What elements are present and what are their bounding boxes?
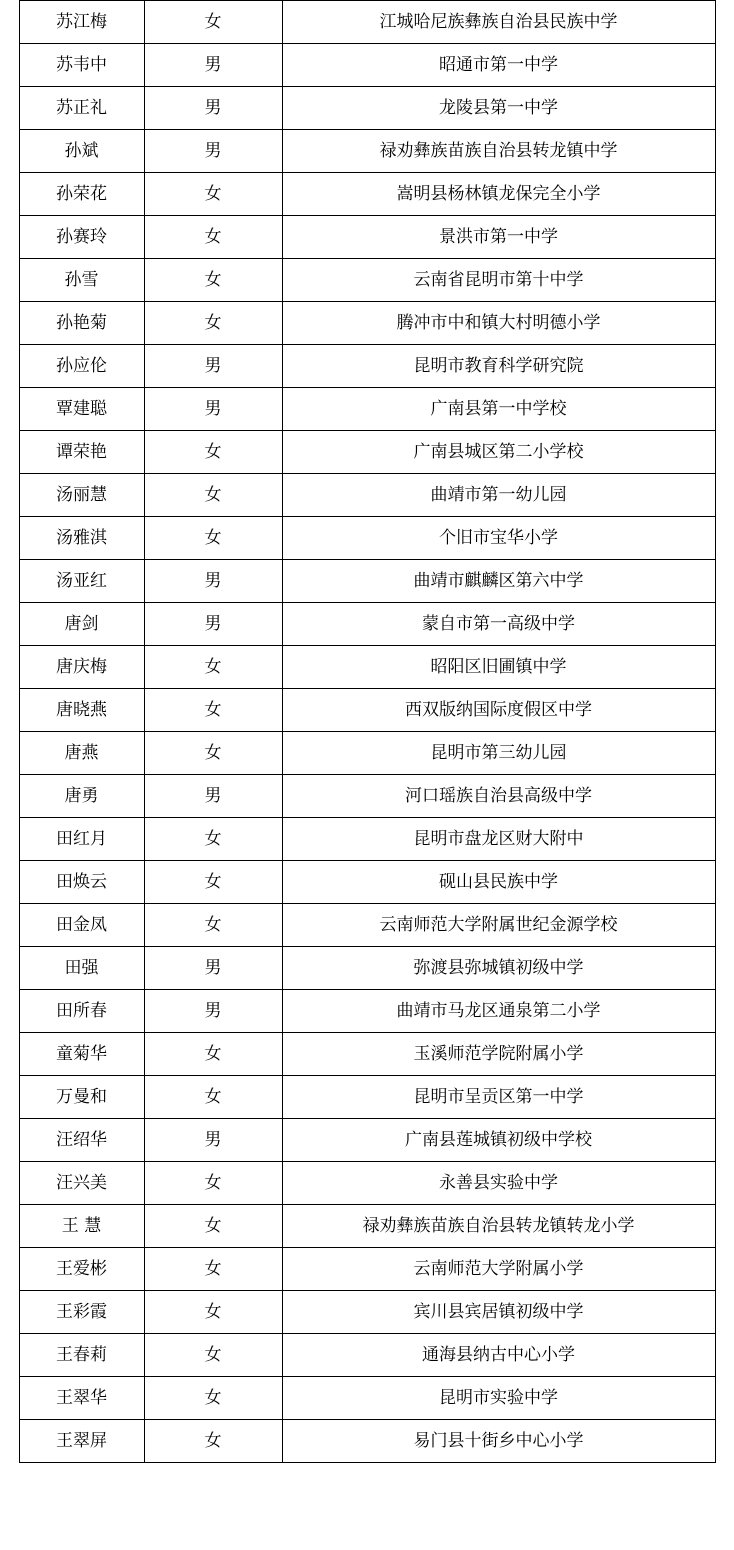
cell-gender: 女	[144, 1377, 282, 1420]
table-row	[19, 603, 715, 646]
cell-gender: 女	[144, 1162, 282, 1205]
cell-school: 云南师范大学附属世纪金源学校	[282, 904, 715, 947]
roster-table	[19, 0, 716, 1463]
cell-gender: 女	[144, 646, 282, 689]
cell-gender: 女	[144, 216, 282, 259]
cell-name: 田所春	[19, 990, 144, 1033]
table-row	[19, 1205, 715, 1248]
cell-name: 苏韦中	[19, 44, 144, 87]
cell-gender: 女	[144, 1291, 282, 1334]
cell-name: 唐燕	[19, 732, 144, 775]
table-row	[19, 1076, 715, 1119]
cell-school: 禄劝彝族苗族自治县转龙镇转龙小学	[282, 1205, 715, 1248]
cell-name: 王爱彬	[19, 1248, 144, 1291]
cell-name: 覃建聪	[19, 388, 144, 431]
cell-name: 田红月	[19, 818, 144, 861]
cell-school: 曲靖市马龙区通泉第二小学	[282, 990, 715, 1033]
table-row	[19, 130, 715, 173]
cell-name: 孙应伦	[19, 345, 144, 388]
table-row	[19, 947, 715, 990]
cell-gender: 女	[144, 904, 282, 947]
cell-gender: 男	[144, 603, 282, 646]
cell-name: 王春莉	[19, 1334, 144, 1377]
cell-gender: 女	[144, 517, 282, 560]
table-row	[19, 474, 715, 517]
cell-school: 嵩明县杨林镇龙保完全小学	[282, 173, 715, 216]
cell-name: 汪绍华	[19, 1119, 144, 1162]
cell-name: 汤丽慧	[19, 474, 144, 517]
cell-name: 田强	[19, 947, 144, 990]
cell-school: 曲靖市麒麟区第六中学	[282, 560, 715, 603]
table-row	[19, 216, 715, 259]
cell-school: 昭通市第一中学	[282, 44, 715, 87]
cell-school: 景洪市第一中学	[282, 216, 715, 259]
cell-name: 王彩霞	[19, 1291, 144, 1334]
cell-school: 禄劝彝族苗族自治县转龙镇中学	[282, 130, 715, 173]
table-row	[19, 1162, 715, 1205]
cell-gender: 女	[144, 1076, 282, 1119]
cell-gender: 男	[144, 345, 282, 388]
cell-name: 苏江梅	[19, 1, 144, 44]
cell-school: 河口瑶族自治县高级中学	[282, 775, 715, 818]
cell-school: 西双版纳国际度假区中学	[282, 689, 715, 732]
cell-school: 腾冲市中和镇大村明德小学	[282, 302, 715, 345]
cell-school: 广南县莲城镇初级中学校	[282, 1119, 715, 1162]
cell-gender: 女	[144, 1334, 282, 1377]
cell-name: 田金凤	[19, 904, 144, 947]
cell-gender: 男	[144, 1119, 282, 1162]
cell-gender: 男	[144, 130, 282, 173]
cell-school: 广南县第一中学校	[282, 388, 715, 431]
cell-name: 孙荣花	[19, 173, 144, 216]
table-row	[19, 1334, 715, 1377]
cell-school: 龙陵县第一中学	[282, 87, 715, 130]
cell-name: 唐勇	[19, 775, 144, 818]
table-row	[19, 1291, 715, 1334]
cell-gender: 女	[144, 474, 282, 517]
cell-school: 云南师范大学附属小学	[282, 1248, 715, 1291]
cell-name: 田焕云	[19, 861, 144, 904]
cell-gender: 女	[144, 302, 282, 345]
cell-gender: 女	[144, 1205, 282, 1248]
table-row	[19, 732, 715, 775]
cell-school: 通海县纳古中心小学	[282, 1334, 715, 1377]
table-row	[19, 1377, 715, 1420]
table-row	[19, 1119, 715, 1162]
cell-gender: 男	[144, 44, 282, 87]
cell-gender: 女	[144, 431, 282, 474]
cell-gender: 男	[144, 560, 282, 603]
cell-gender: 男	[144, 87, 282, 130]
cell-gender: 女	[144, 1, 282, 44]
table-row	[19, 861, 715, 904]
cell-school: 易门县十街乡中心小学	[282, 1420, 715, 1463]
table-row	[19, 646, 715, 689]
cell-gender: 男	[144, 947, 282, 990]
cell-school: 昭阳区旧圃镇中学	[282, 646, 715, 689]
cell-name: 孙艳菊	[19, 302, 144, 345]
table-row	[19, 560, 715, 603]
cell-name: 孙赛玲	[19, 216, 144, 259]
cell-school: 宾川县宾居镇初级中学	[282, 1291, 715, 1334]
cell-school: 昆明市第三幼儿园	[282, 732, 715, 775]
cell-school: 广南县城区第二小学校	[282, 431, 715, 474]
cell-gender: 女	[144, 1420, 282, 1463]
cell-gender: 男	[144, 388, 282, 431]
cell-gender: 女	[144, 1248, 282, 1291]
cell-name: 孙斌	[19, 130, 144, 173]
cell-name: 万曼和	[19, 1076, 144, 1119]
table-row	[19, 388, 715, 431]
cell-school: 曲靖市第一幼儿园	[282, 474, 715, 517]
cell-name: 唐庆梅	[19, 646, 144, 689]
cell-gender: 男	[144, 775, 282, 818]
table-row	[19, 1033, 715, 1076]
table-row	[19, 818, 715, 861]
cell-gender: 女	[144, 861, 282, 904]
cell-name: 王翠屏	[19, 1420, 144, 1463]
cell-gender: 女	[144, 1033, 282, 1076]
table-row	[19, 259, 715, 302]
cell-name: 苏正礼	[19, 87, 144, 130]
cell-gender: 女	[144, 818, 282, 861]
cell-gender: 男	[144, 990, 282, 1033]
cell-gender: 女	[144, 259, 282, 302]
table-row	[19, 44, 715, 87]
cell-school: 玉溪师范学院附属小学	[282, 1033, 715, 1076]
table-row	[19, 431, 715, 474]
cell-school: 昆明市呈贡区第一中学	[282, 1076, 715, 1119]
cell-name: 童菊华	[19, 1033, 144, 1076]
cell-name: 孙雪	[19, 259, 144, 302]
table-row	[19, 345, 715, 388]
cell-school: 永善县实验中学	[282, 1162, 715, 1205]
cell-school: 个旧市宝华小学	[282, 517, 715, 560]
table-row	[19, 990, 715, 1033]
cell-name: 谭荣艳	[19, 431, 144, 474]
roster-table-body	[19, 1, 715, 1463]
table-row	[19, 517, 715, 560]
cell-name: 汤亚红	[19, 560, 144, 603]
table-row	[19, 1, 715, 44]
cell-name: 唐晓燕	[19, 689, 144, 732]
table-row	[19, 689, 715, 732]
cell-school: 砚山县民族中学	[282, 861, 715, 904]
cell-name: 王翠华	[19, 1377, 144, 1420]
cell-school: 昆明市盘龙区财大附中	[282, 818, 715, 861]
table-row	[19, 1420, 715, 1463]
cell-school: 蒙自市第一高级中学	[282, 603, 715, 646]
cell-gender: 女	[144, 689, 282, 732]
table-row	[19, 775, 715, 818]
cell-name: 汤雅淇	[19, 517, 144, 560]
cell-name: 唐剑	[19, 603, 144, 646]
table-row	[19, 87, 715, 130]
table-row	[19, 1248, 715, 1291]
cell-school: 弥渡县弥城镇初级中学	[282, 947, 715, 990]
table-row	[19, 302, 715, 345]
table-row	[19, 904, 715, 947]
cell-school: 江城哈尼族彝族自治县民族中学	[282, 1, 715, 44]
cell-school: 云南省昆明市第十中学	[282, 259, 715, 302]
table-row	[19, 173, 715, 216]
cell-gender: 女	[144, 732, 282, 775]
cell-name: 汪兴美	[19, 1162, 144, 1205]
cell-gender: 女	[144, 173, 282, 216]
cell-name: 王 慧	[19, 1205, 144, 1248]
cell-school: 昆明市教育科学研究院	[282, 345, 715, 388]
cell-school: 昆明市实验中学	[282, 1377, 715, 1420]
